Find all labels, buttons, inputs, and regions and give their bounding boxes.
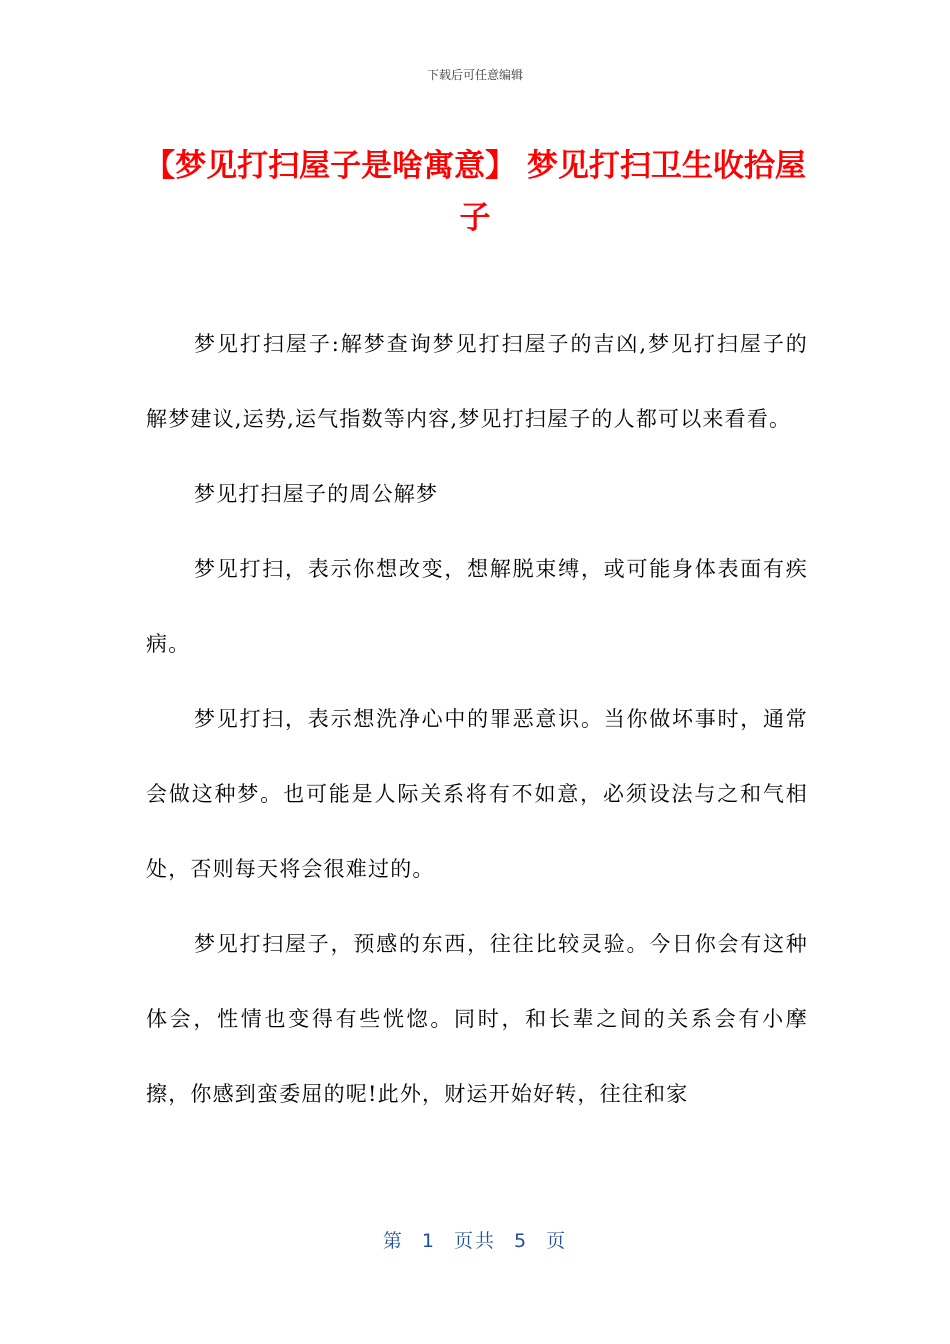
header-note: 下载后可任意编辑 bbox=[426, 68, 523, 82]
paragraph-dream-premonition: 梦见打扫屋子，预感的东西，往往比较灵验。今日你会有这种体会，性情也变得有些恍惚。同时，和长辈之间的关系会有小摩擦，你感到蛮委屈的呢!此外，财运开始好转，往往和家 bbox=[146, 932, 808, 1106]
document-body bbox=[146, 307, 808, 1132]
paragraph-intro: 梦见打扫屋子:解梦查询梦见打扫屋子的吉凶,梦见打扫屋子的解梦建议,运势,运气指数等内容,梦见打扫屋子的人都可以来看看。 bbox=[146, 332, 808, 431]
paragraph-subheading: 梦见打扫屋子的周公解梦 bbox=[194, 482, 439, 506]
paragraph-dream-cleanse: 梦见打扫，表示想洗净心中的罪恶意识。当你做坏事时，通常会做这种梦。也可能是人际关系将有不如意，必须设法与之和气相处，否则每天将会很难过的。 bbox=[146, 707, 808, 881]
paragraph-dream-change: 梦见打扫，表示你想改变，想解脱束缚，或可能身体表面有疾病。 bbox=[146, 557, 808, 656]
document-title: 【梦见打扫屋子是啥寓意】 梦见打扫卫生收拾屋子 bbox=[144, 148, 806, 236]
page-number-footer: 第 1 页共 5 页 bbox=[382, 1230, 568, 1252]
